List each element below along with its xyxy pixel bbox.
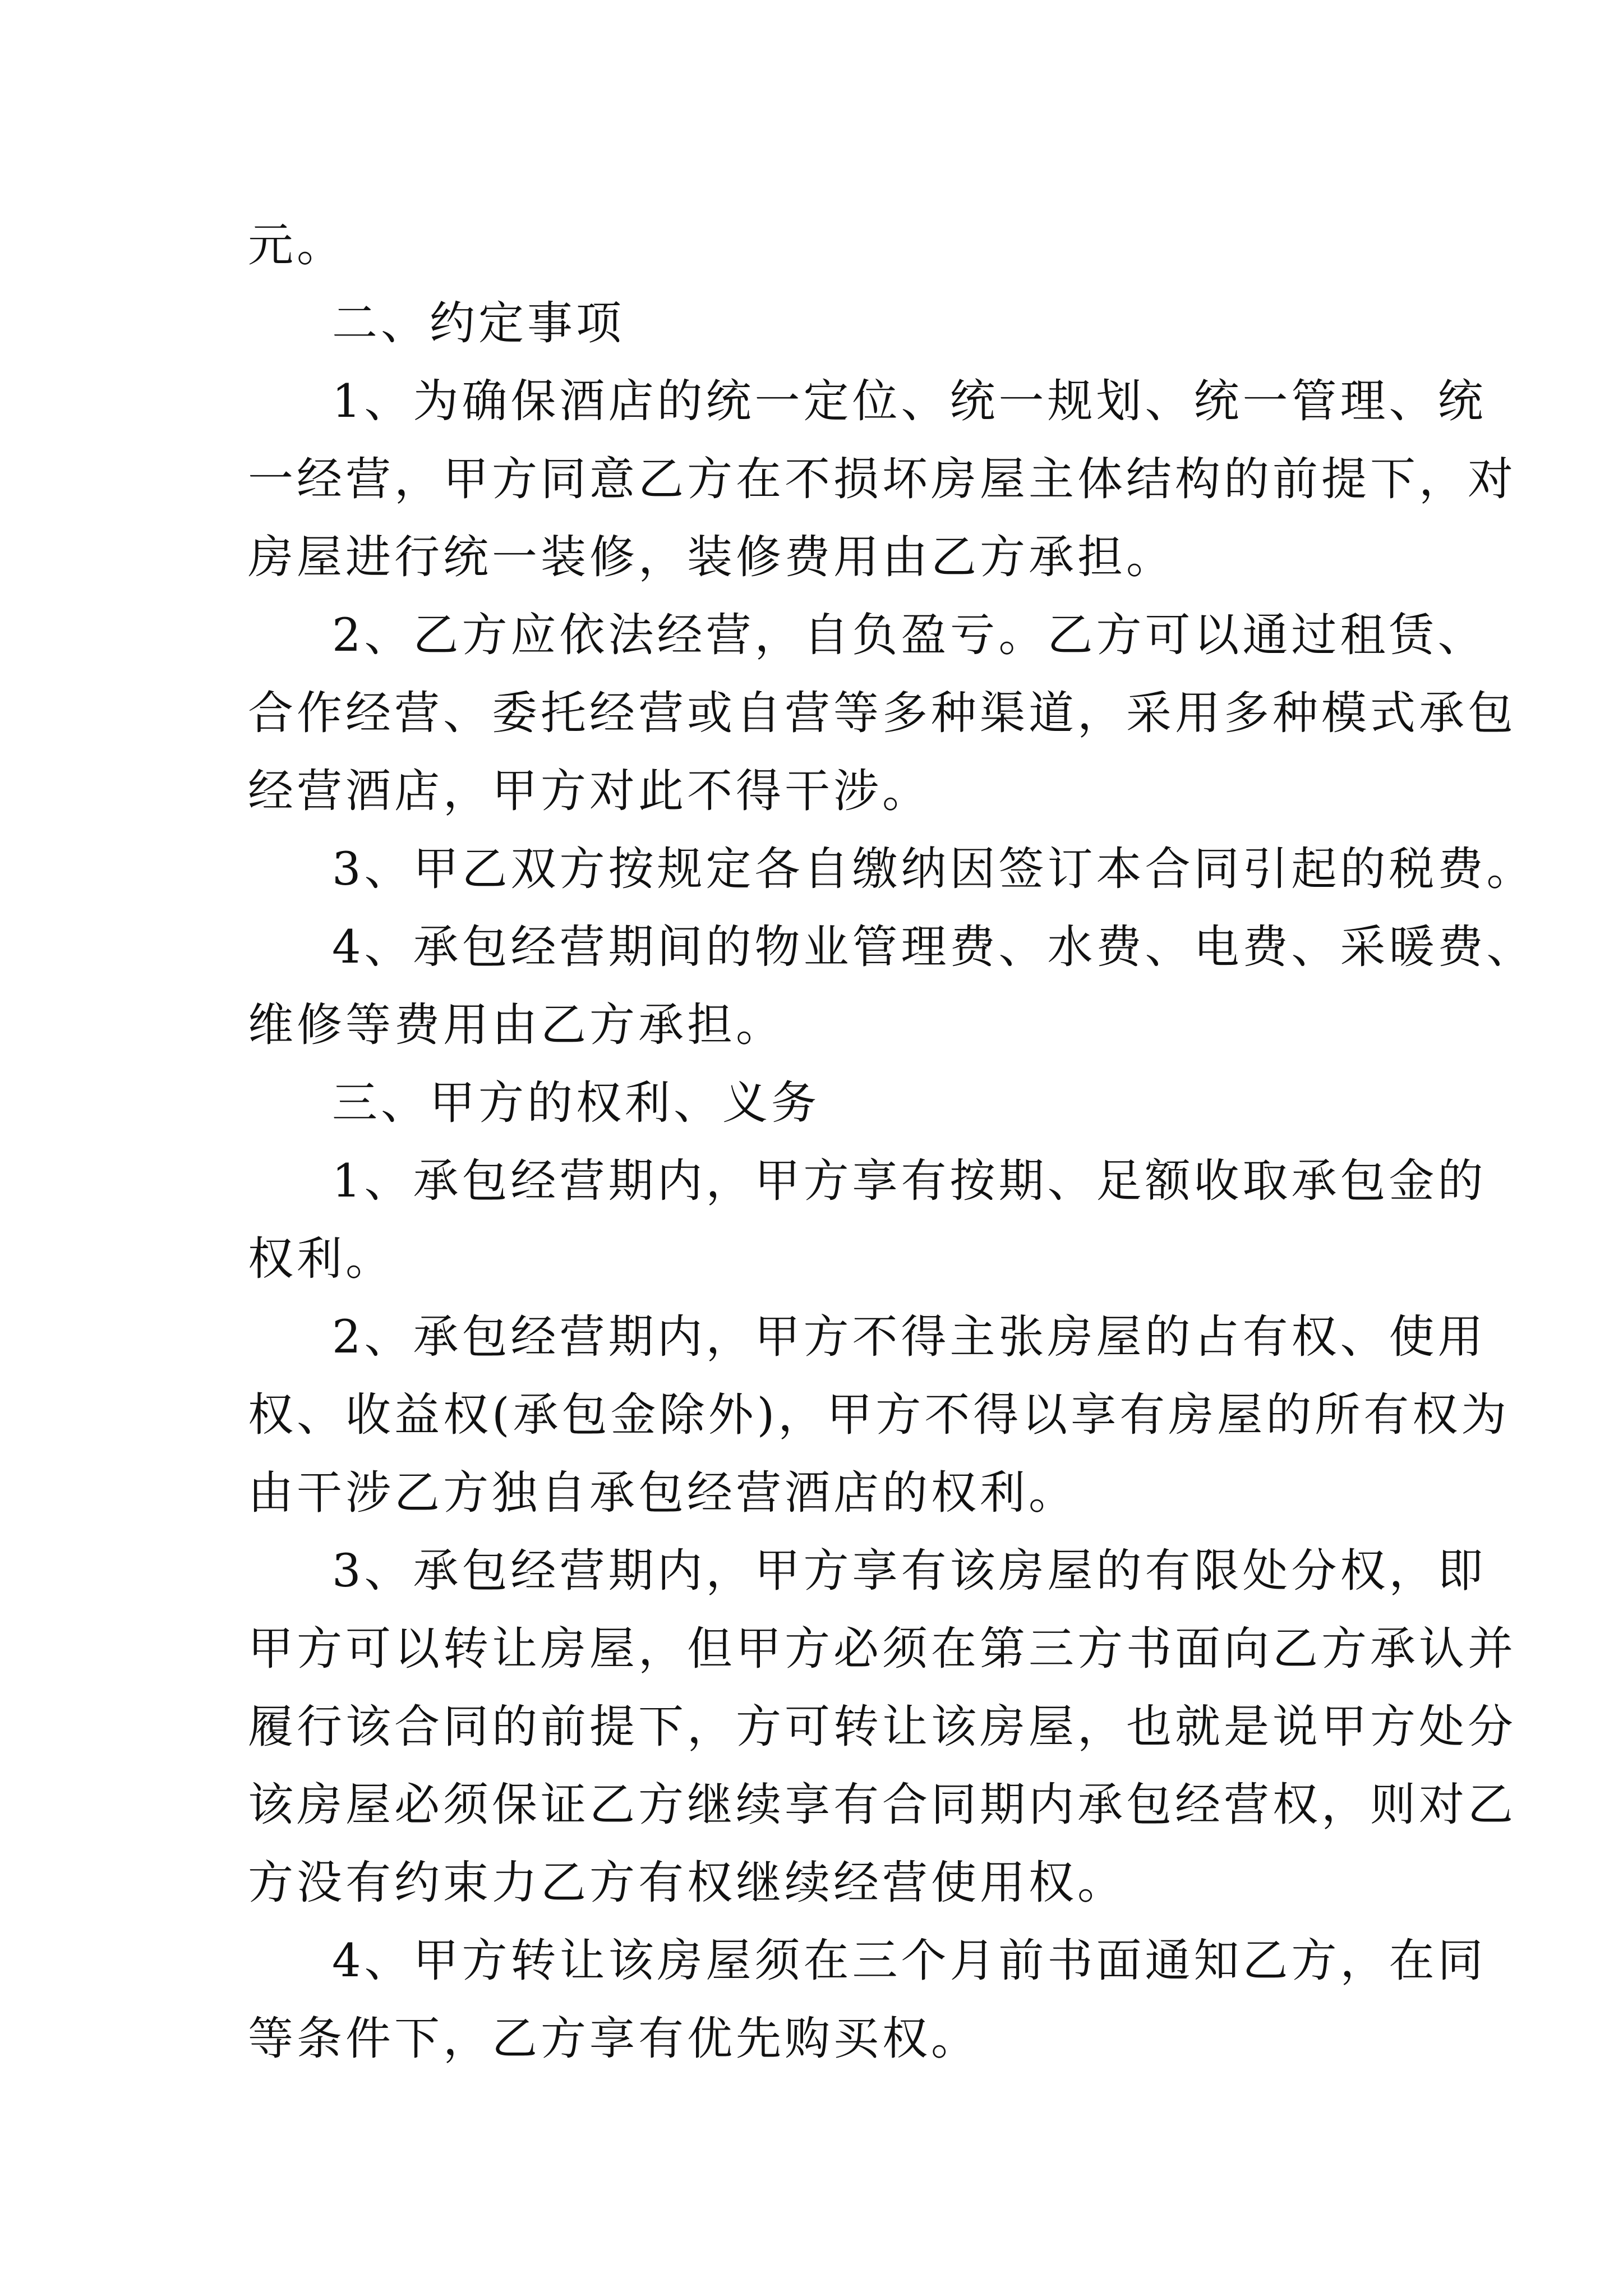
text-line: 等条件下，乙方享有优先购买权。 — [248, 2013, 980, 2065]
text-line: 1、为确保酒店的统一定位、统一规划、统一管理、统 — [332, 375, 1487, 428]
text-line: 一经营，甲方同意乙方在不损坏房屋主体结构的前提下，对 — [248, 453, 1517, 506]
text-line: 权、收益权(承包金除外)，甲方不得以享有房屋的所有权为 — [248, 1389, 1510, 1442]
text-line: 权利。 — [248, 1233, 395, 1286]
text-line: 1、承包经营期内，甲方享有按期、足额收取承包金的 — [332, 1155, 1487, 1208]
text-line: 房屋进行统一装修，装修费用由乙方承担。 — [248, 531, 1175, 584]
text-line: 由干涉乙方独自承包经营酒店的权利。 — [248, 1467, 1078, 1520]
text-line: 元。 — [248, 219, 346, 272]
text-line: 该房屋必须保证乙方继续享有合同期内承包经营权，则对乙 — [248, 1779, 1517, 1832]
section-heading: 二、约定事项 — [332, 297, 625, 350]
section-heading: 三、甲方的权利、义务 — [332, 1077, 820, 1130]
text-line: 2、乙方应依法经营，自负盈亏。乙方可以通过租赁、 — [332, 609, 1487, 662]
text-line: 甲方可以转让房屋，但甲方必须在第三方书面向乙方承认并 — [248, 1623, 1517, 1676]
text-line: 4、承包经营期间的物业管理费、水费、电费、采暖费、 — [332, 921, 1536, 974]
text-line: 维修等费用由乙方承担。 — [248, 999, 785, 1052]
text-line: 经营酒店，甲方对此不得干涉。 — [248, 765, 932, 818]
text-line: 履行该合同的前提下，方可转让该房屋，也就是说甲方处分 — [248, 1701, 1517, 1754]
text-line: 方没有约束力乙方有权继续经营使用权。 — [248, 1857, 1127, 1910]
text-line: 3、甲乙双方按规定各自缴纳因签订本合同引起的税费。 — [332, 843, 1536, 896]
text-line: 4、甲方转让该房屋须在三个月前书面通知乙方，在同 — [332, 1935, 1487, 1987]
text-line: 3、承包经营期内，甲方享有该房屋的有限处分权，即 — [332, 1545, 1487, 1598]
text-line: 合作经营、委托经营或自营等多种渠道，采用多种模式承包 — [248, 687, 1517, 740]
text-line: 2、承包经营期内，甲方不得主张房屋的占有权、使用 — [332, 1311, 1487, 1364]
